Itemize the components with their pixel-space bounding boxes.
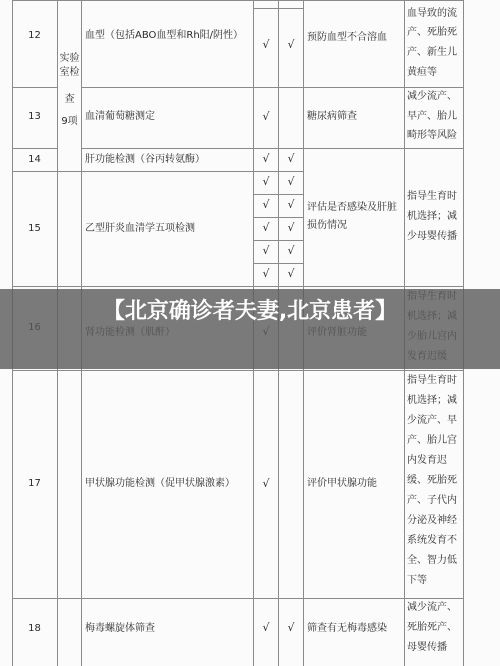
item-name: 肝功能检测（谷丙转氨酶） (85, 154, 205, 165)
check-mark: √ (287, 175, 295, 188)
item-name: 血清葡萄糖测定 (85, 111, 155, 122)
outcome-line: 死胎死产、 (407, 622, 457, 633)
item-name: 乙型肝炎血清学五项检测 (85, 223, 195, 234)
purpose-text: 损伤情况 (307, 220, 347, 231)
item-name: 血型（包括ABO血型和Rh阳/阴性） (85, 30, 244, 41)
check-mark: √ (287, 267, 295, 280)
check-mark: √ (262, 152, 270, 165)
row-number: 15 (28, 223, 41, 234)
grid-line (12, 598, 464, 599)
grid-line (81, 148, 464, 149)
check-mark: √ (262, 621, 270, 634)
grid-line (12, 370, 464, 371)
purpose-text: 筛查有无梅毒感染 (307, 623, 387, 634)
row-number: 18 (28, 623, 41, 634)
outcome-line: 产、新生儿 (407, 47, 457, 58)
purpose-text: 预防血型不合溶血 (307, 32, 387, 43)
headline-banner (0, 289, 500, 369)
outcome-line: 血导致的流 (407, 8, 457, 19)
check-mark: √ (262, 175, 270, 188)
check-mark: √ (262, 221, 270, 234)
check-mark: √ (262, 38, 270, 51)
outcome-line: 母婴传播 (407, 642, 447, 653)
grid-line (12, 148, 58, 149)
check-mark: √ (262, 244, 270, 257)
grid-line (253, 240, 304, 241)
grid-line (12, 87, 58, 88)
outcome-line: 产、胎儿宫 (407, 435, 457, 446)
check-mark: √ (262, 477, 270, 490)
outcome-line: 机选择；减 (407, 395, 457, 406)
group-label: 实验 (59, 53, 80, 64)
outcome-line: 减少流产、 (407, 602, 457, 613)
check-mark: √ (287, 621, 295, 634)
outcome-line: 减少流产、 (407, 91, 457, 102)
group-label: 查 (64, 94, 75, 105)
outcome-line: 畸形等风险 (407, 130, 457, 141)
outcome-line: 下等 (407, 575, 427, 586)
outcome-line: 指导生育时 (407, 375, 457, 386)
outcome-line: 机选择；减 (407, 211, 457, 222)
check-mark: √ (287, 38, 295, 51)
outcome-line: 产、子代内 (407, 495, 457, 506)
check-mark: √ (262, 198, 270, 211)
check-mark: √ (262, 110, 270, 123)
purpose-text: 评估是否感染及肝脏 (307, 202, 397, 213)
outcome-line: 全、智力低 (407, 555, 457, 566)
outcome-line: 指导生育时 (407, 191, 457, 202)
grid-line (253, 194, 304, 195)
row-number: 13 (28, 111, 41, 122)
check-mark: √ (287, 244, 295, 257)
purpose-text: 糖尿病筛查 (307, 111, 357, 122)
row-number: 17 (28, 478, 41, 489)
outcome-line: 黄疸等 (407, 67, 437, 78)
grid-line (253, 217, 304, 218)
group-label: 室检 (59, 67, 80, 78)
item-name: 梅毒螺旋体筛查 (85, 623, 155, 634)
purpose-text: 评价甲状腺功能 (307, 478, 377, 489)
outcome-line: 产、死胎死 (407, 27, 457, 38)
grid-line (12, 171, 304, 172)
check-mark: √ (262, 267, 270, 280)
item-name: 甲状腺功能检测（促甲状腺激素） (85, 478, 235, 489)
row-number: 12 (28, 30, 41, 41)
check-mark: √ (287, 198, 295, 211)
row-number: 14 (28, 154, 41, 165)
grid-line (253, 263, 304, 264)
grid-line (12, 286, 464, 287)
grid-line (253, 8, 304, 9)
headline-title: 【北京确诊者夫妻,北京患者】 (102, 299, 398, 324)
check-mark: √ (287, 221, 295, 234)
outcome-line: 早产、胎儿 (407, 111, 457, 122)
outcome-line: 缓、死胎死 (407, 475, 457, 486)
group-label: 9项 (61, 116, 78, 127)
grid-line (81, 87, 464, 88)
outcome-line: 少母婴传播 (407, 231, 457, 242)
outcome-line: 分泌及神经 (407, 515, 457, 526)
grid-line (12, 0, 464, 1)
outcome-line: 系统发育不 (407, 535, 457, 546)
outcome-line: 少流产、早 (407, 415, 457, 426)
check-mark: √ (287, 152, 295, 165)
outcome-line: 内发育迟 (407, 455, 447, 466)
